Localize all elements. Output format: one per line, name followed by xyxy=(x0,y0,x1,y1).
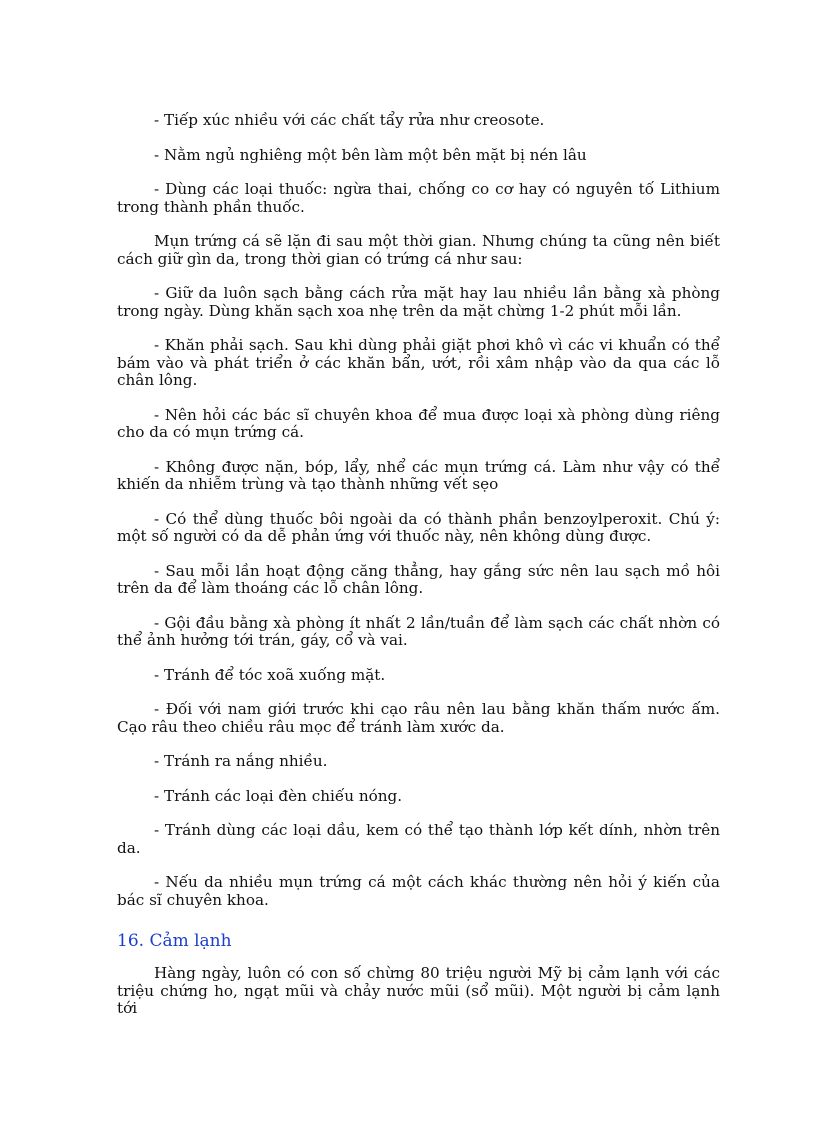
paragraph: - Tránh các loại đèn chiếu nóng. xyxy=(154,786,403,805)
paragraph: - Nên hỏi các bác sĩ chuyên khoa để mua được loại xà phòng dùng riêng cho da có mụn trứng cá. xyxy=(117,405,720,441)
paragraph: Hàng ngày, luôn có con số chừng 80 triệu người Mỹ bị cảm lạnh với các triệu chứng ho, ngạt mũi và chảy nước mũi (sổ mũi). Một người bị cảm lạnh tới xyxy=(117,964,720,1017)
paragraph: - Tránh ra nắng nhiều. xyxy=(154,752,328,770)
paragraph: - Tránh để tóc xoã xuống mặt. xyxy=(154,665,386,684)
paragraph: - Tiếp xúc nhiều với các chất tẩy rửa như creosote. xyxy=(154,111,545,129)
paragraph: Mụn trứng cá sẽ lặn đi sau một thời gian. Nhưng chúng ta cũng nên biết cách giữ gìn da, trong thời gian có trứng cá như sau: xyxy=(117,232,720,268)
paragraph: - Dùng các loại thuốc: ngừa thai, chống co cơ hay có nguyên tố Lithium trong thành phần thuốc. xyxy=(117,180,720,216)
paragraph: - Nằm ngủ nghiêng một bên làm một bên mặt bị nén lâu xyxy=(154,145,587,164)
paragraph: - Sau mỗi lần hoạt động căng thẳng, hay gắng sức nên lau sạch mồ hôi trên da để làm thoáng các lỗ chân lông. xyxy=(117,561,720,597)
paragraph: - Không được nặn, bóp, lẩy, nhể các mụn trứng cá. Làm như vậy có thể khiến da nhiễm trùng và tạo thành những vết sẹo xyxy=(117,457,720,493)
paragraph: - Đối với nam giới trước khi cạo râu nên lau bằng khăn thấm nước ấm. Cạo râu theo chiều râu mọc để tránh làm xước da. xyxy=(117,700,720,736)
section-heading: 16. Cảm lạnh xyxy=(117,931,232,951)
body-text-after xyxy=(117,965,720,1018)
document-page xyxy=(117,112,720,1035)
paragraph: - Có thể dùng thuốc bôi ngoài da có thành phần benzoylperoxit. Chú ý: một số người có da dễ phản ứng với thuốc này, nên không dùng được. xyxy=(117,509,720,545)
paragraph: - Tránh dùng các loại dầu, kem có thể tạo thành lớp kết dính, nhờn trên da. xyxy=(117,821,720,857)
body-text-before xyxy=(117,112,720,909)
paragraph: - Giữ da luôn sạch bằng cách rửa mặt hay lau nhiều lần bằng xà phòng trong ngày. Dùng khăn sạch xoa nhẹ trên da mặt chừng 1-2 phút mỗi lần. xyxy=(117,284,720,320)
paragraph: - Gội đầu bằng xà phòng ít nhất 2 lần/tuần để làm sạch các chất nhờn có thể ảnh hưởng tới trán, gáy, cổ và vai. xyxy=(117,613,720,649)
paragraph: - Khăn phải sạch. Sau khi dùng phải giặt phơi khô vì các vi khuẩn có thể bám vào và phát triển ở các khăn bẩn, ướt, rồi xâm nhập vào da qua các lỗ chân lông. xyxy=(117,336,720,389)
paragraph: - Nếu da nhiều mụn trứng cá một cách khác thường nên hỏi ý kiến của bác sĩ chuyên khoa. xyxy=(117,873,720,909)
